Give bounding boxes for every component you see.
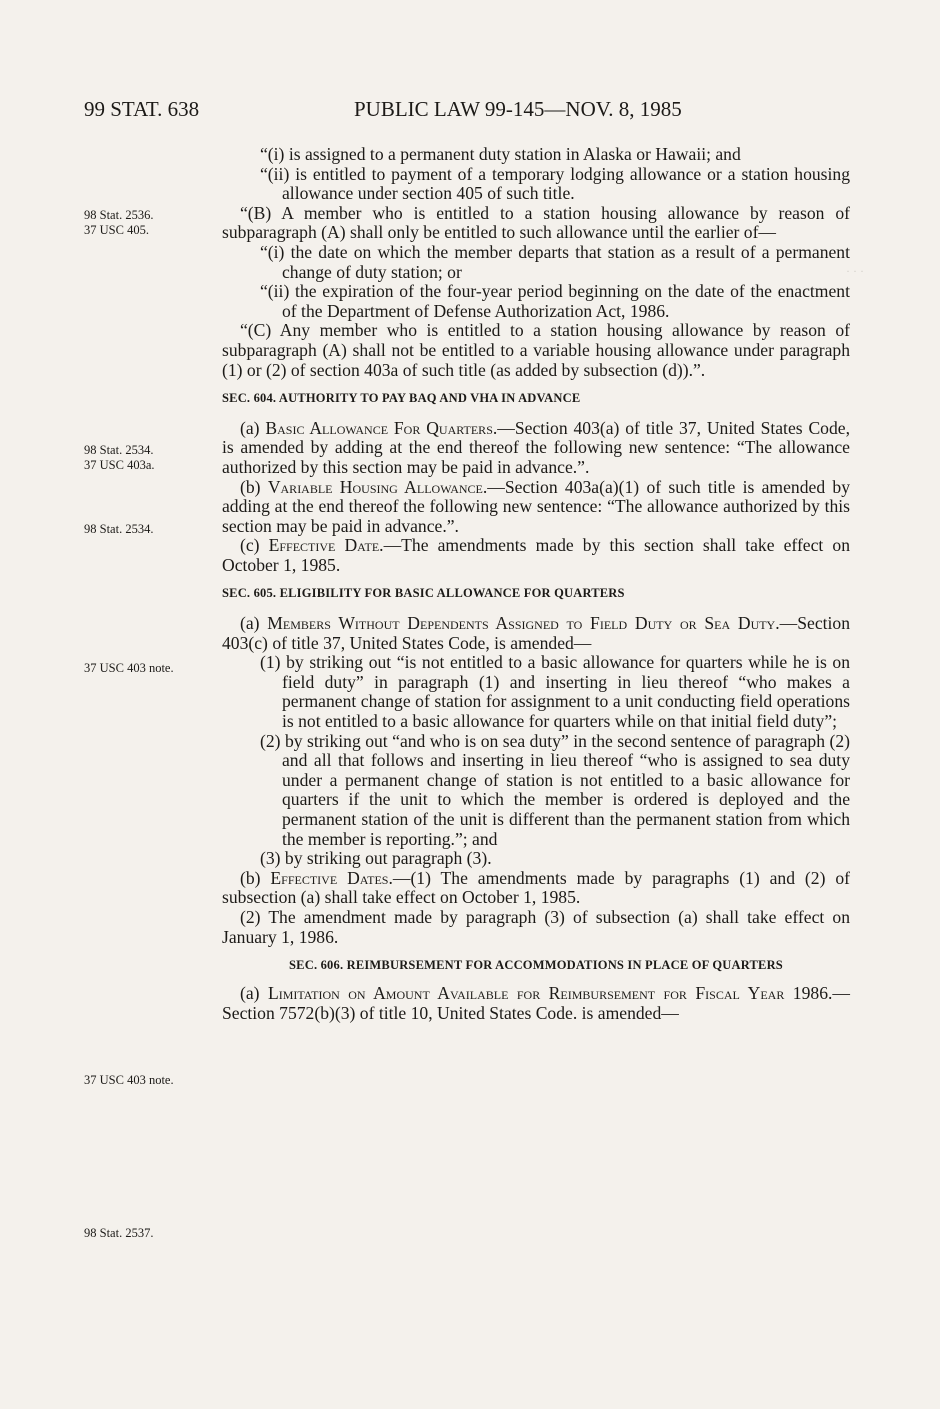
subsection-heading: Limitation on Amount Available for Reimbursement for Fiscal Year 1986. — [268, 983, 833, 1004]
subsection-heading: Variable Housing Allowance. — [267, 476, 488, 497]
paragraph: “(ii) the expiration of the four-year period beginning on the date of the enactment of the Department of Defense Authorization Act, 1986. — [260, 281, 850, 321]
paragraph: (b) Effective Dates.—(1) The amendments made by paragraphs (1) and (2) of subsection (a) shall take effect on October 1, 1985. — [222, 867, 850, 908]
law-title: PUBLIC LAW 99-145—NOV. 8, 1985 — [354, 97, 682, 121]
paragraph: (a) Limitation on Amount Available for Reimbursement for Fiscal Year 1986.—Section 7572(b)(3) of title 10, United States Code. is amended— — [222, 983, 850, 1023]
stat-page-number: 99 STAT. 638 — [84, 97, 200, 121]
margin-note: 37 USC 403 note. — [84, 1073, 174, 1087]
margin-note: 37 USC 403 note. — [84, 661, 174, 675]
paragraph: “(C) Any member who is entitled to a station housing allowance by reason of subparagraph (A) shall not be entitled to a variable housing allowance under paragraph (1) or (2) of section 403a of such title (as added by subsection (d)).”. — [222, 320, 850, 380]
section-heading: SEC. 605. ELIGIBILITY FOR BASIC ALLOWANCE FOR QUARTERS — [222, 586, 625, 601]
margin-note: 98 Stat. 2537. — [84, 1226, 154, 1240]
section-heading: SEC. 606. REIMBURSEMENT FOR ACCOMMODATIONS IN PLACE OF QUARTERS — [289, 958, 783, 973]
subsection-heading: Effective Dates. — [270, 867, 393, 888]
paragraph: “(i) the date on which the member departs that station as a result of a permanent change of duty station; or — [260, 241, 850, 282]
body-text — [222, 145, 850, 1023]
margin-note: 98 Stat. 2534. — [84, 522, 154, 536]
subsection-heading: Effective Date. — [268, 535, 384, 556]
paragraph: (b) Variable Housing Allowance.—Section 403a(a)(1) of such title is amended by adding at the end thereof the following new sentence: “The allowance authorized by this section may be paid in advance.”. — [222, 476, 850, 536]
paragraph: “(i) is assigned to a permanent duty station in Alaska or Hawaii; and — [260, 144, 741, 164]
paragraph: (c) Effective Date.—The amendments made by this section shall take effect on October 1, 1985. — [222, 535, 850, 575]
paragraph: (2) by striking out “and who is on sea duty” in the second sentence of paragraph (2) and all that follows and inserting in lieu thereof “who is assigned to sea duty under a permanent change of station is not entitled to a basic allowance for quarters if the unit to which the member is ordered is deployed and the permanent station of the unit is different than the permanent station from which the member is reporting.”; and — [260, 730, 850, 849]
paragraph: (3) by striking out paragraph (3). — [260, 848, 492, 869]
subsection-heading: Members Without Dependents Assigned to Field Duty or Sea Duty. — [267, 613, 780, 634]
bleed-through: · · · — [846, 264, 864, 278]
margin-note: 37 USC 403a. — [84, 458, 155, 472]
margin-note: 98 Stat. 2534. — [84, 443, 154, 457]
paragraph: (a) Basic Allowance For Quarters.—Section 403(a) of title 37, United States Code, is amended by adding at the end thereof the following new sentence: “The allowance authorized by this section may be paid in advance.”. — [222, 417, 850, 477]
paragraph: (2) The amendment made by paragraph (3) of subsection (a) shall take effect on January 1, 1986. — [222, 906, 850, 947]
margin-note: 37 USC 405. — [84, 223, 149, 237]
section-heading: SEC. 604. AUTHORITY TO PAY BAQ AND VHA IN ADVANCE — [222, 391, 581, 406]
paragraph: (a) Members Without Dependents Assigned to Field Duty or Sea Duty.—Section 403(c) of title 37, United States Code, is amended— — [222, 613, 850, 653]
paragraph: “(ii) is entitled to payment of a temporary lodging allowance or a station housing allowance under section 405 of such title. — [260, 163, 850, 204]
subsection-heading: Basic Allowance For Quarters. — [265, 417, 498, 438]
paragraph: (1) by striking out “is not entitled to a basic allowance for quarters while he is on field duty” in paragraph (1) and inserting in lieu thereof “who makes a permanent change of station for assignment to a unit conducting field operations is not entitled to a basic allowance for quarters while on that initial field duty”; — [260, 652, 850, 732]
margin-note: 98 Stat. 2536. — [84, 208, 154, 222]
paragraph: “(B) A member who is entitled to a station housing allowance by reason of subparagraph (A) shall only be entitled to such allowance until the earlier of— — [222, 202, 850, 243]
